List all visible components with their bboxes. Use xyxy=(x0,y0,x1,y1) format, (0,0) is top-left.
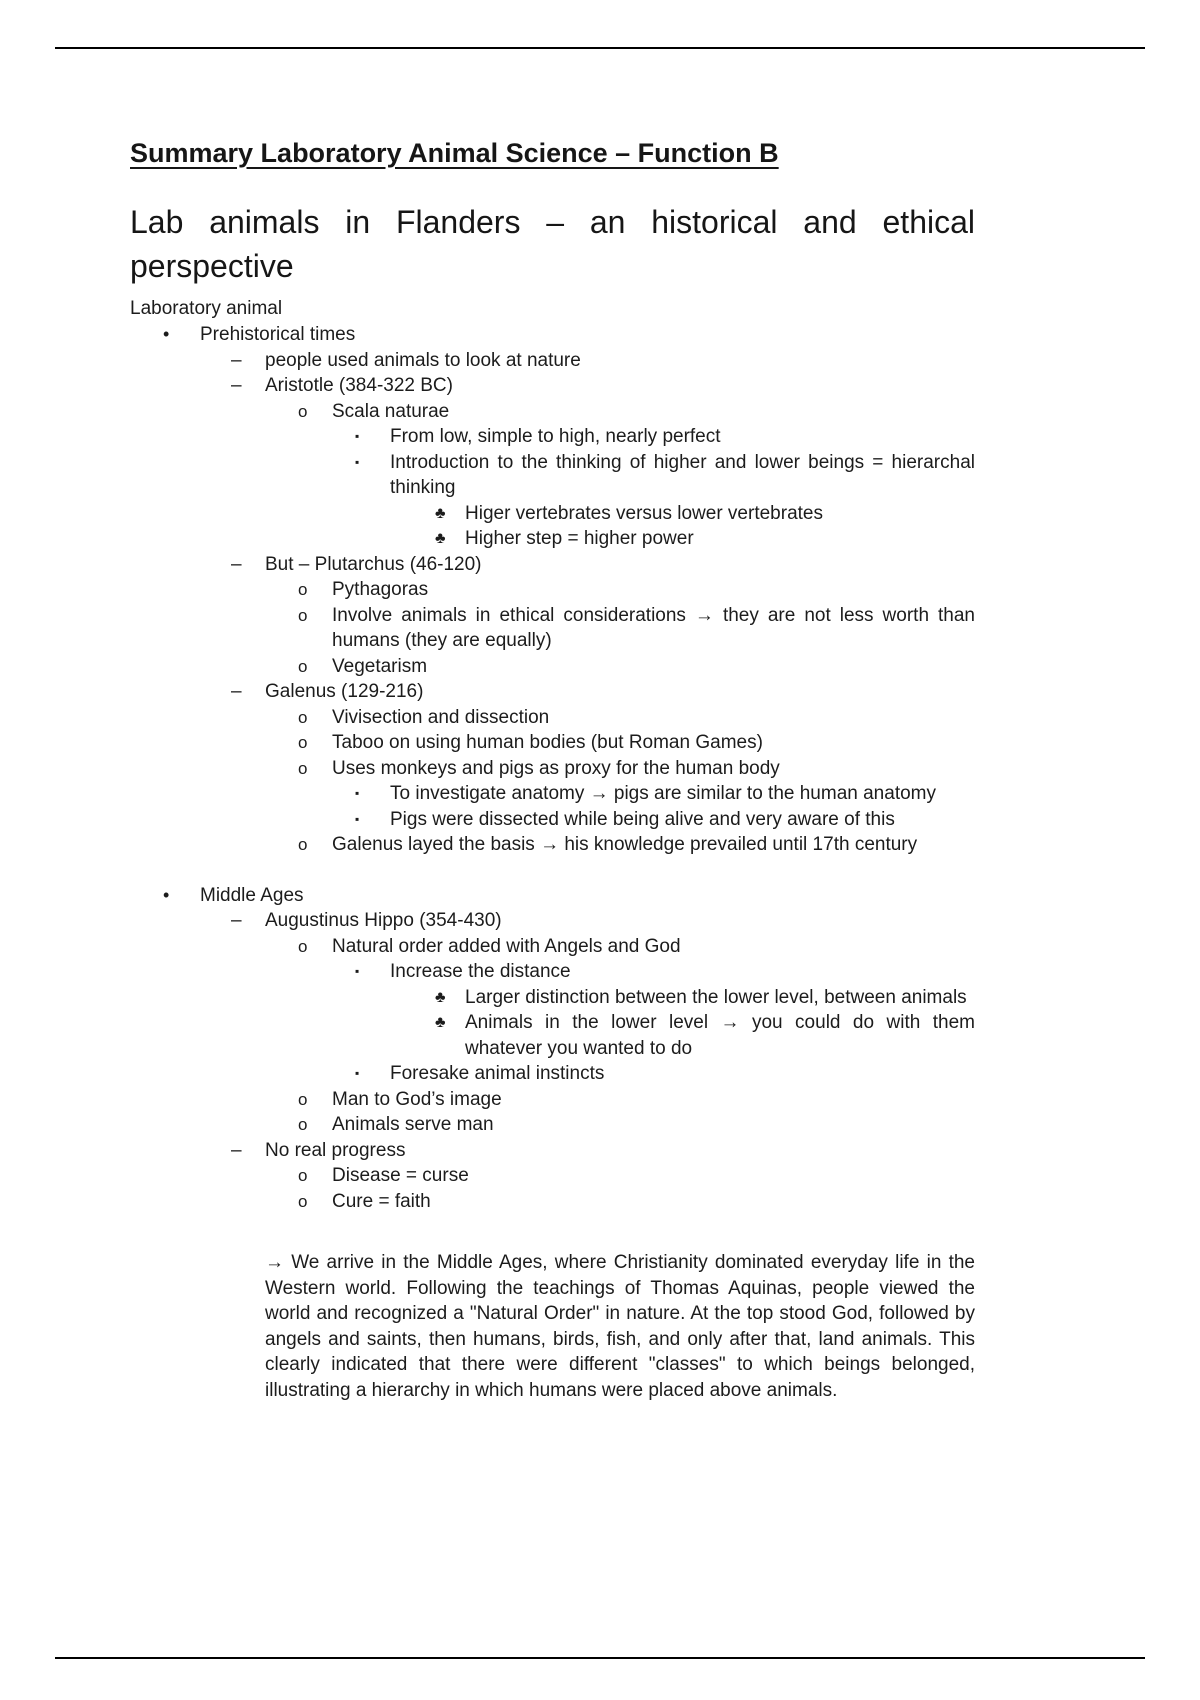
list-item xyxy=(130,908,975,934)
list-item-text: Increase the distance xyxy=(390,961,571,982)
list-item xyxy=(130,959,975,985)
list-item-text: Introduction to the thinking of higher and lower beings = hierarchal thinking xyxy=(390,451,975,498)
document-title: Summary Laboratory Animal Science – Function B xyxy=(130,138,779,168)
list-bullet-icon: o xyxy=(298,1166,308,1185)
list-item-text: Involve animals in ethical considerations → they are not less worth than humans (they are equally) xyxy=(332,604,975,651)
list-bullet-icon: – xyxy=(231,349,242,371)
list-bullet-icon: – xyxy=(231,1139,242,1161)
list-item xyxy=(130,1010,975,1061)
list-bullet-icon: o xyxy=(298,707,308,727)
list-item xyxy=(130,985,975,1011)
list-item-text: Pigs were dissected while being alive and very aware of this xyxy=(390,808,895,830)
list-item xyxy=(130,705,975,731)
list-bullet-icon: – xyxy=(231,681,242,702)
list-bullet-icon: ♣ xyxy=(435,504,446,522)
list-item xyxy=(130,373,975,399)
list-bullet-icon: o xyxy=(298,936,308,956)
list-item xyxy=(130,934,975,960)
list-item xyxy=(130,679,975,705)
list-bullet-icon: o xyxy=(298,733,308,752)
list-item-text: But – Plutarchus (46-120) xyxy=(265,553,482,575)
list-item xyxy=(130,399,975,425)
list-item-text: Natural order added with Angels and God xyxy=(332,935,681,957)
list-item-text: Uses monkeys and pigs as proxy for the human body xyxy=(332,757,780,779)
list-item-text: Cure = faith xyxy=(332,1190,431,1212)
intro-label: Laboratory animal xyxy=(130,298,283,319)
list-bullet-icon: ♣ xyxy=(435,530,446,547)
list-bullet-icon: o xyxy=(298,580,308,599)
list-item xyxy=(130,730,975,756)
list-bullet-icon: ▪ xyxy=(355,429,360,443)
list-item xyxy=(130,424,975,450)
outline-list xyxy=(130,322,975,1214)
list-item xyxy=(130,501,975,527)
list-item-text: Scala naturae xyxy=(332,400,450,422)
list-item-text: No real progress xyxy=(265,1139,406,1161)
list-bullet-icon: o xyxy=(298,1089,308,1109)
list-bullet-icon: ♣ xyxy=(435,1014,446,1031)
list-item xyxy=(130,552,975,578)
list-item xyxy=(130,526,975,552)
list-item-text: Augustinus Hippo (354-430) xyxy=(265,910,502,931)
list-item-text: Vivisection and dissection xyxy=(332,706,550,728)
document-content xyxy=(130,136,975,1403)
list-bullet-icon: • xyxy=(163,324,170,344)
list-bullet-icon: o xyxy=(298,401,308,421)
list-bullet-icon: ▪ xyxy=(355,811,360,826)
section-heading: Lab animals in Flanders – an historical and ethical perspective xyxy=(130,204,975,284)
list-bullet-icon: o xyxy=(298,835,308,854)
list-item-text: Pythagoras xyxy=(332,579,429,600)
list-item-text: Disease = curse xyxy=(332,1165,469,1186)
list-item-text: Aristotle (384-322 BC) xyxy=(265,375,453,396)
list-item-text: Galenus (129-216) xyxy=(265,681,424,702)
list-bullet-icon: ♣ xyxy=(435,988,446,1006)
list-bullet-icon: o xyxy=(298,1191,308,1211)
list-item xyxy=(130,832,975,858)
list-item-text: Galenus layed the basis → his knowledge prevailed until 17th century xyxy=(332,834,918,855)
list-item xyxy=(130,807,975,833)
list-item xyxy=(130,348,975,374)
list-item-text: Animals in the lower level → you could do with them whatever you wanted to do xyxy=(465,1012,975,1059)
list-item-text: Prehistorical times xyxy=(200,324,356,345)
list-item-text: Vegetarism xyxy=(332,655,428,677)
list-item xyxy=(130,883,975,909)
list-item-text: Higer vertebrates versus lower vertebrates xyxy=(465,502,823,524)
list-item xyxy=(130,1163,975,1189)
list-item xyxy=(130,1112,975,1138)
list-item-text: Animals serve man xyxy=(332,1114,494,1135)
list-bullet-icon: – xyxy=(231,375,242,396)
list-bullet-icon: – xyxy=(231,910,242,931)
list-item-text: Taboo on using human bodies (but Roman Games) xyxy=(332,732,763,753)
list-bullet-icon: ▪ xyxy=(355,786,360,800)
list-bullet-icon: – xyxy=(231,553,242,575)
top-horizontal-rule xyxy=(55,47,1145,49)
list-bullet-icon: ▪ xyxy=(355,1066,360,1080)
list-item-text: From low, simple to high, nearly perfect xyxy=(390,426,721,447)
list-bullet-icon: ▪ xyxy=(355,454,360,469)
list-item xyxy=(130,450,975,501)
list-item xyxy=(130,756,975,782)
list-item xyxy=(130,1061,975,1087)
list-item xyxy=(130,577,975,603)
list-item xyxy=(130,1087,975,1113)
list-item xyxy=(130,1189,975,1215)
list-bullet-icon: o xyxy=(298,656,308,676)
list-item-text: To investigate anatomy → pigs are similar to the human anatomy xyxy=(390,783,936,804)
list-item xyxy=(130,781,975,807)
list-item-text: Middle Ages xyxy=(200,884,304,906)
bottom-horizontal-rule xyxy=(55,1657,1145,1659)
list-bullet-icon: • xyxy=(163,884,170,905)
list-item xyxy=(130,603,975,654)
list-item-text: Man to God’s image xyxy=(332,1088,502,1110)
list-item-text: Larger distinction between the lower level, between animals xyxy=(465,986,967,1008)
closing-paragraph: → We arrive in the Middle Ages, where Christianity dominated everyday life in the Western world. Following the teachings of Thomas Aquinas, people viewed the world and recognized a "Natural Order" in nature. At the top stood God, followed by angels and saints, then humans, birds, fish, and only after that, land animals. This clearly indicated that there were different "classes" to which beings belonged, illustrating a hierarchy in which humans were placed above animals. xyxy=(265,1252,975,1401)
list-item-text: people used animals to look at nature xyxy=(265,349,581,371)
list-bullet-icon: o xyxy=(298,1115,308,1134)
list-bullet-icon: o xyxy=(298,758,308,778)
list-bullet-icon: o xyxy=(298,605,308,625)
list-item-text: Foresake animal instincts xyxy=(390,1063,605,1084)
list-bullet-icon: ▪ xyxy=(355,964,360,978)
list-item xyxy=(130,654,975,680)
list-item xyxy=(130,322,975,348)
list-item xyxy=(130,1138,975,1164)
list-item-text: Higher step = higher power xyxy=(465,528,694,549)
